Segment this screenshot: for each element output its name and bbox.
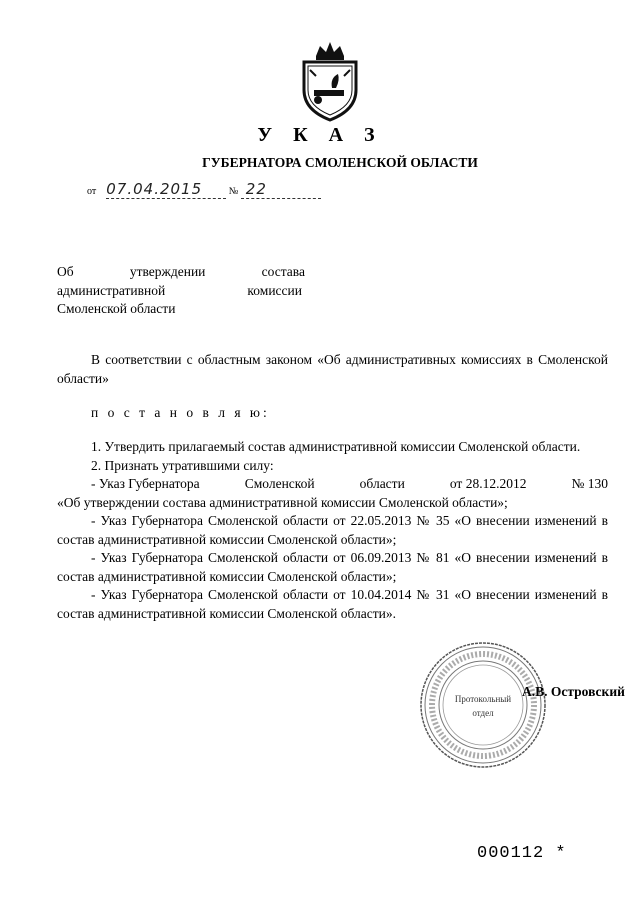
official-seal-stamp: [418, 640, 548, 770]
date-value: 07.04.2015: [106, 180, 203, 198]
decree-4: - Указ Губернатора Смоленской области от 10.04.2014 № 31 «О внесении изменений в состав административной комиссии Смоленской области».: [57, 587, 608, 621]
subject-heading: [57, 263, 305, 319]
decree-1-part-5: № 130: [571, 476, 608, 491]
number-value: 22: [245, 180, 267, 198]
item-2: 2. Признать утратившими силу:: [91, 457, 274, 473]
items-block: [57, 438, 608, 623]
decree-2: - Указ Губернатора Смоленской области от 22.05.2013 № 35 «О внесении изменений в состав административной комиссии Смоленской области»;: [57, 513, 608, 547]
about-word-3: состава: [261, 264, 305, 279]
serial-number: 000112 *: [477, 844, 567, 863]
coat-of-arms-emblem: [296, 40, 364, 122]
decree-1-part-4: от 28.12.2012: [449, 476, 527, 491]
decree-3: - Указ Губернатора Смоленской области от 06.09.2013 № 81 «О внесении изменений в состав административной комиссии Смоленской области»;: [57, 550, 608, 584]
seal-center-top: Протокольный: [454, 694, 512, 704]
about-word-2: утверждении: [129, 264, 206, 279]
document-title: У К А З: [257, 124, 383, 146]
preamble-paragraph: В соответствии с областным законом «Об административных комиссиях в Смоленской области»: [57, 352, 608, 386]
date-prefix: от: [87, 186, 97, 197]
decree-1-line-2: «Об утверждении состава административной комиссии Смоленской области»;: [57, 494, 508, 510]
number-prefix: №: [228, 186, 239, 197]
item-1: 1. Утвердить прилагаемый состав административной комиссии Смоленской области.: [91, 439, 581, 454]
decree-1-part-1: - Указ Губернатора: [91, 476, 200, 491]
decree-1-part-2: Смоленской: [244, 476, 315, 491]
decree-1-line-1: [57, 475, 608, 494]
date-number-line: [87, 180, 321, 199]
about-word-5: комиссии: [247, 282, 302, 298]
decree-1-part-3: области: [359, 476, 405, 491]
signature-name: А.В. Островский: [522, 684, 625, 699]
resolve-word: п о с т а н о в л я ю:: [91, 405, 270, 420]
about-word-1: Об: [57, 264, 74, 279]
seal-center-bottom: отдел: [472, 708, 494, 718]
about-word-4: административной: [57, 282, 166, 298]
document-subtitle: ГУБЕРНАТОРА СМОЛЕНСКОЙ ОБЛАСТИ: [202, 155, 478, 170]
about-line-3: Смоленской области: [57, 301, 176, 316]
